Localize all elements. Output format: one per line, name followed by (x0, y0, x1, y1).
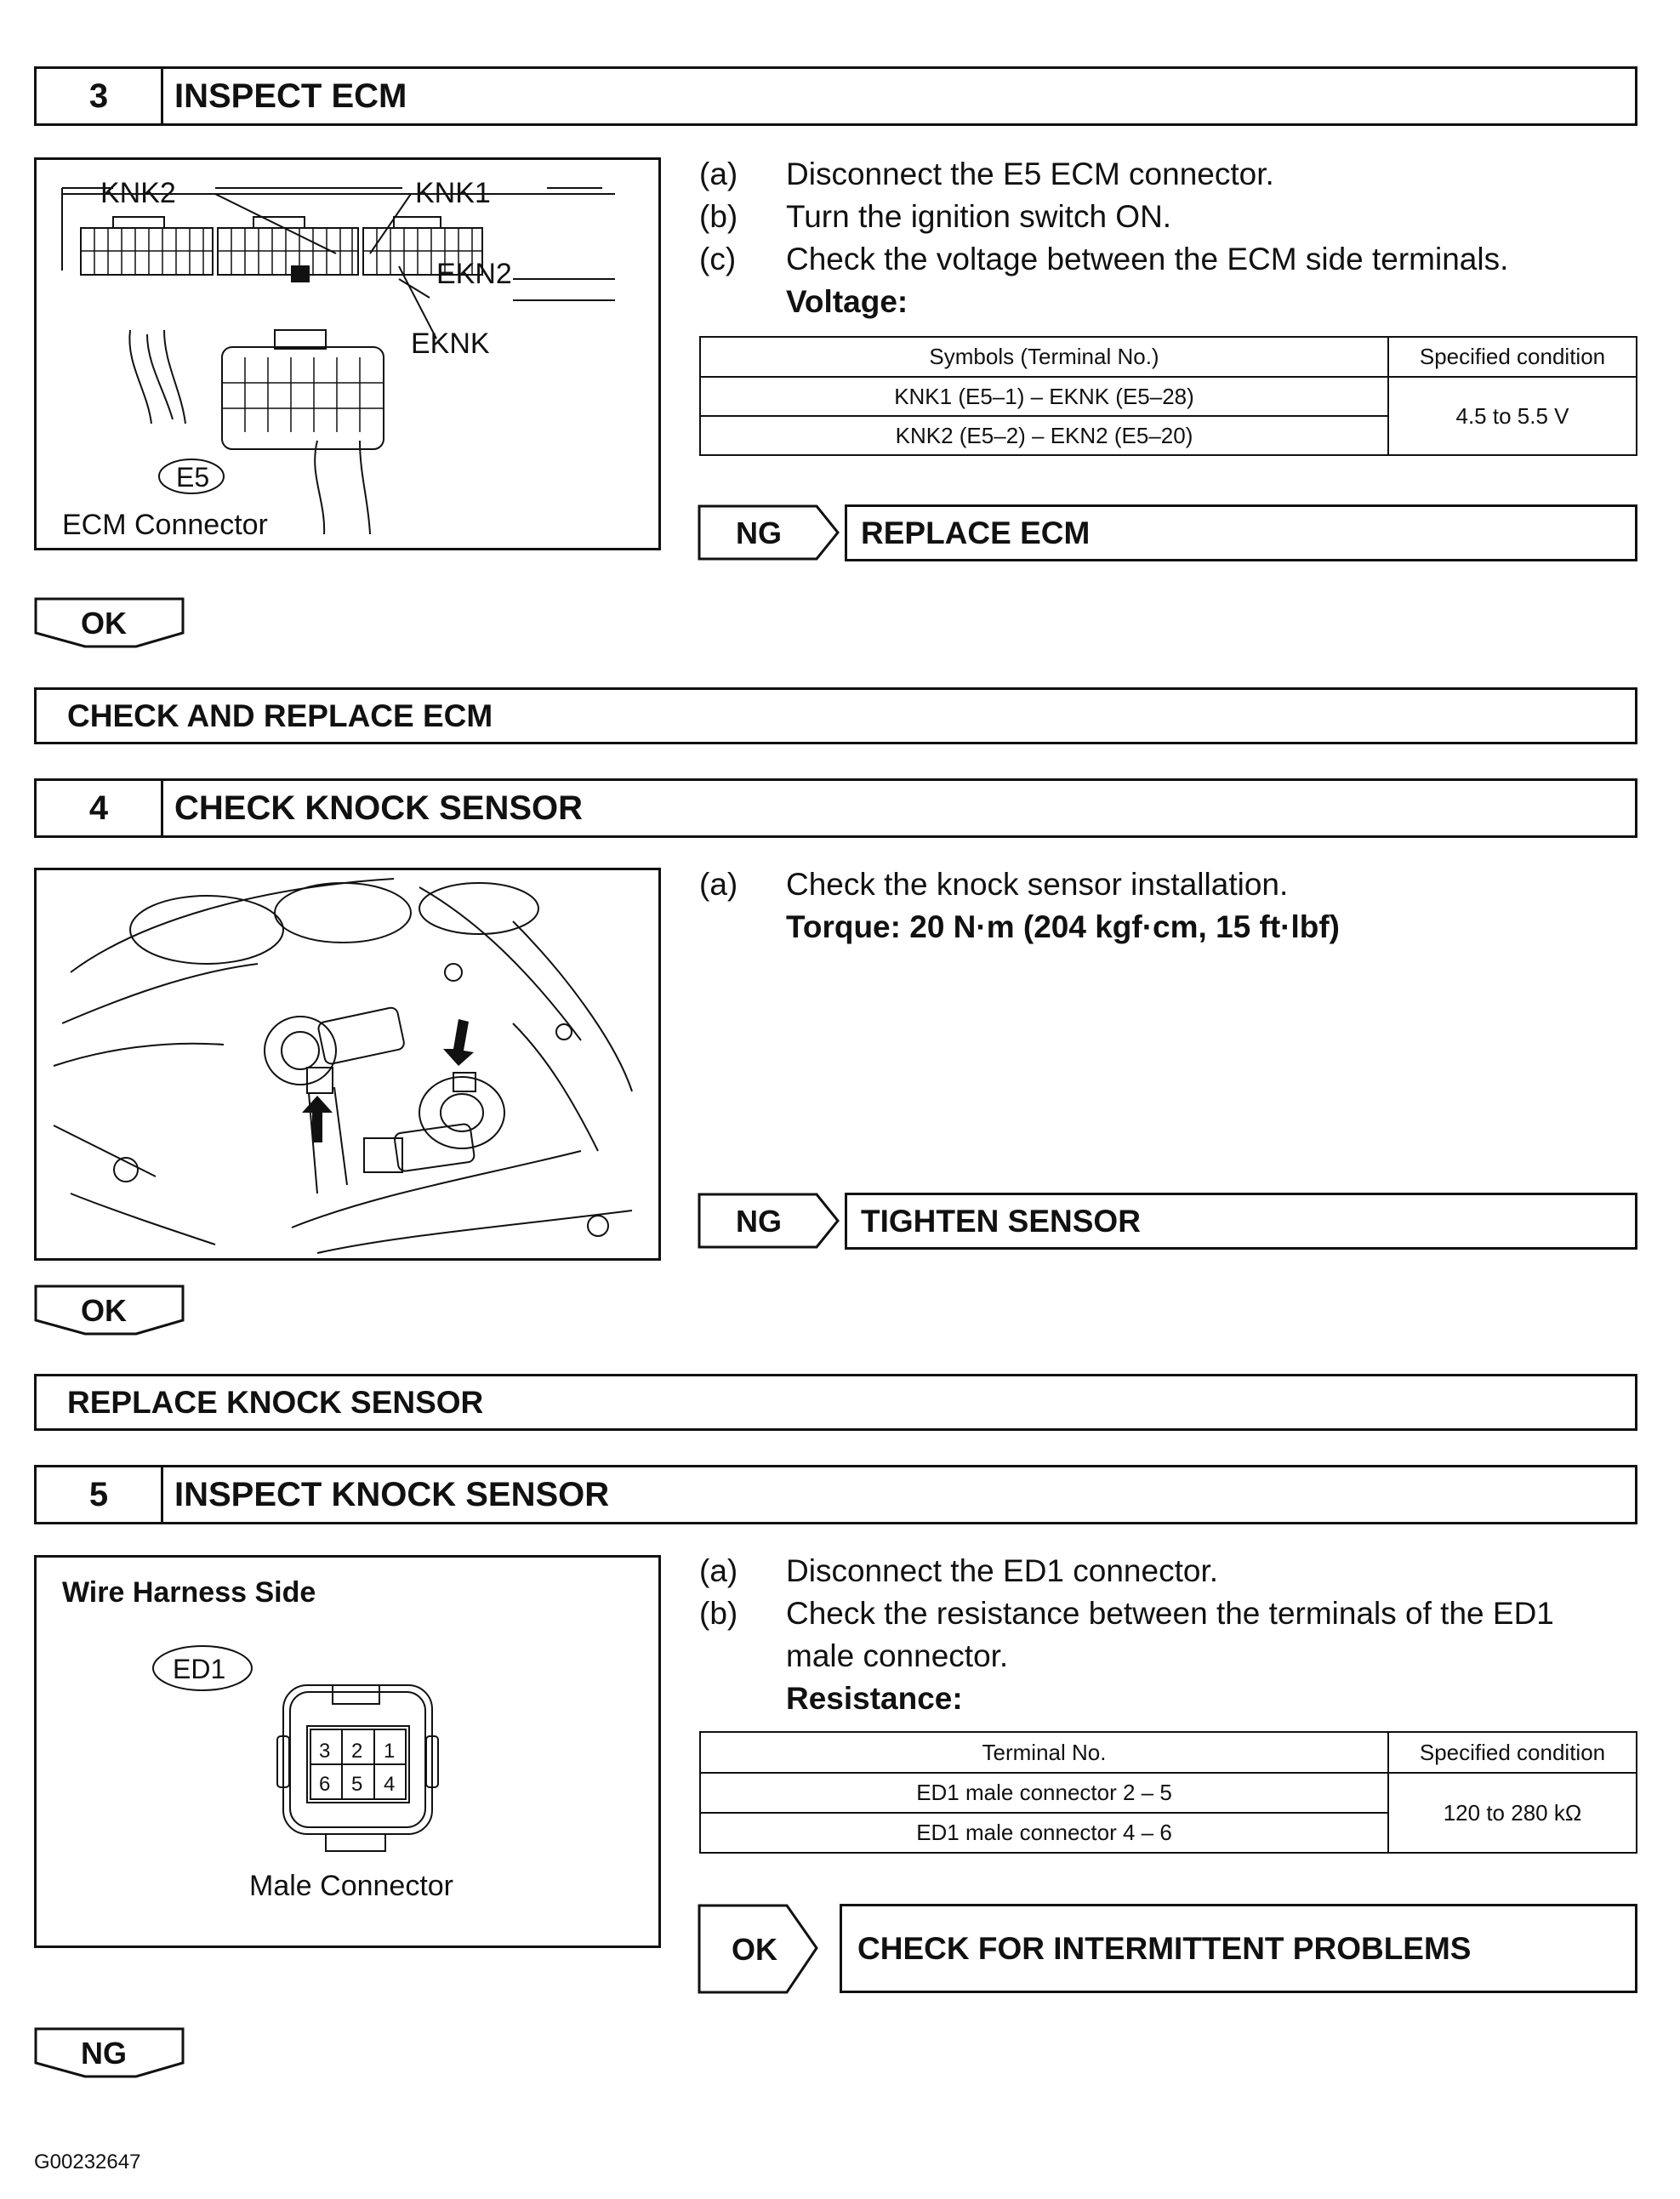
table-cell: ED1 male connector 4 – 6 (700, 1813, 1388, 1853)
label-ekn2: EKN2 (436, 258, 512, 290)
ed1-connector-figure (34, 1555, 661, 1948)
ng-tag-text: NG (736, 1204, 782, 1239)
spec-heading: Resistance: (786, 1681, 963, 1716)
instruction-a (699, 863, 1643, 906)
instruction-text-continued: male connector. (786, 1638, 1009, 1673)
ok-tag-text: OK (732, 1932, 777, 1967)
footer-code: G00232647 (34, 2151, 141, 2173)
step-5-header (34, 1465, 1637, 1524)
connector-id-ed1: ED1 (173, 1654, 226, 1684)
step-5-instructions (699, 1550, 1643, 1729)
ng-tag-text: NG (81, 2036, 127, 2071)
table-cell: KNK1 (E5–1) – EKNK (E5–28) (700, 377, 1388, 416)
label-knk1: KNK1 (415, 177, 491, 209)
ok-tag-text: OK (81, 606, 127, 641)
step-3-instructions (699, 153, 1643, 323)
label-eknk: EKNK (411, 328, 490, 360)
instruction-text: Disconnect the E5 ECM connector. (786, 157, 1274, 191)
step-number: 4 (37, 781, 163, 835)
up-arrow-icon (302, 1096, 333, 1142)
table-cell: KNK2 (E5–2) – EKN2 (E5–20) (700, 416, 1388, 455)
step-title: INSPECT KNOCK SENSOR (174, 1475, 610, 1513)
instruction-b (699, 1592, 1643, 1678)
table-cell-condition: 4.5 to 5.5 V (1388, 377, 1637, 455)
instruction-label: (b) (699, 199, 738, 234)
table-header: Specified condition (1388, 1732, 1637, 1773)
instruction-a (699, 153, 1643, 196)
table-header: Symbols (Terminal No.) (700, 337, 1388, 377)
instruction-a (699, 1550, 1643, 1592)
pin-label: 5 (351, 1773, 363, 1796)
step-number: 5 (37, 1467, 163, 1522)
knock-sensor-figure (34, 868, 661, 1261)
pin-label: 3 (319, 1740, 331, 1763)
pin-label: 1 (384, 1740, 396, 1763)
ng-tag-text: NG (736, 516, 782, 550)
connector-id-e5: E5 (176, 462, 210, 493)
replace-ecm-box: REPLACE ECM (845, 504, 1637, 561)
step-title: CHECK KNOCK SENSOR (174, 789, 584, 827)
instruction-label: (a) (699, 157, 738, 191)
label-knk2: KNK2 (100, 177, 176, 209)
ed1-connector-illustration (37, 1558, 658, 1945)
pin-label: 2 (351, 1740, 363, 1763)
table-header: Terminal No. (700, 1732, 1388, 1773)
instruction-text: Turn the ignition switch ON. (786, 199, 1172, 234)
tighten-sensor-box: TIGHTEN SENSOR (845, 1193, 1637, 1250)
ng-tag-step3 (698, 504, 842, 564)
engine-block-illustration (37, 870, 658, 1258)
instruction-label: (c) (699, 242, 737, 276)
ok-tag-text: OK (81, 1293, 127, 1328)
instruction-text: Check the voltage between the ECM side terminals. (786, 242, 1509, 276)
spec-heading: Voltage: (786, 284, 908, 319)
table-cell: ED1 male connector 2 – 5 (700, 1773, 1388, 1813)
pin-label: 4 (384, 1773, 396, 1796)
step-3-header (34, 66, 1637, 126)
ng-tag-step4 (698, 1193, 842, 1252)
replace-knock-sensor-box: REPLACE KNOCK SENSOR (34, 1374, 1637, 1431)
down-arrow-icon (443, 1019, 474, 1066)
pin-label: 6 (319, 1773, 331, 1796)
check-intermittent-box: CHECK FOR INTERMITTENT PROBLEMS (840, 1904, 1637, 1993)
table-header: Specified condition (1388, 337, 1637, 377)
instruction-c (699, 238, 1643, 281)
figure-heading: Wire Harness Side (62, 1576, 316, 1609)
ecm-connector-figure (34, 157, 661, 550)
figure-caption: Male Connector (249, 1870, 454, 1902)
ecm-connector-illustration (37, 160, 658, 548)
figure-caption: ECM Connector (62, 509, 268, 541)
ok-tag-step5 (698, 1904, 842, 1996)
voltage-table (699, 336, 1637, 456)
instruction-label: (b) (699, 1596, 738, 1631)
step-number: 3 (37, 69, 163, 123)
torque-spec: Torque: 20 N·m (204 kgf·cm, 15 ft·lbf) (786, 909, 1341, 944)
ng-tag-step5 (34, 2027, 187, 2080)
instruction-text: Disconnect the ED1 connector. (786, 1553, 1219, 1588)
ok-tag-step3 (34, 597, 187, 650)
step-4-header (34, 778, 1637, 838)
instruction-text: Check the knock sensor installation. (786, 867, 1289, 902)
instruction-label: (a) (699, 867, 738, 902)
instruction-b (699, 196, 1643, 238)
instruction-label: (a) (699, 1553, 738, 1588)
check-and-replace-ecm-box: CHECK AND REPLACE ECM (34, 687, 1637, 744)
resistance-table (699, 1731, 1637, 1854)
instruction-text: Check the resistance between the terminals of the ED1 (786, 1596, 1554, 1631)
table-cell-condition: 120 to 280 kΩ (1388, 1773, 1637, 1853)
ok-tag-step4 (34, 1285, 187, 1337)
step-title: INSPECT ECM (174, 77, 407, 115)
step-4-instructions (699, 863, 1643, 949)
